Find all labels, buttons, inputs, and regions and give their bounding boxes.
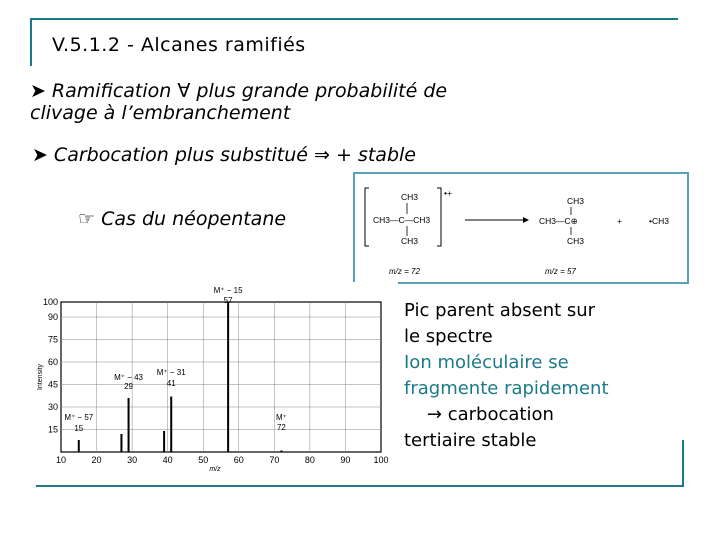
mz-right-label: m/z = 57 xyxy=(545,267,576,276)
radical-cation-charge: •+ xyxy=(444,188,452,198)
fragmentation-reaction xyxy=(353,172,689,284)
bullet-text: Carbocation plus substitué xyxy=(53,144,315,166)
y-tick-label: 45 xyxy=(47,379,58,390)
peak-annotation: M⁺ xyxy=(275,413,287,422)
bullet-neopentane xyxy=(78,208,286,230)
y-tick-label: 100 xyxy=(42,297,58,307)
x-tick-label: 90 xyxy=(340,455,351,465)
peak-mz-label: 15 xyxy=(74,424,84,433)
bullet-text: Ramification xyxy=(51,80,178,102)
reaction-arrow-head xyxy=(523,217,529,223)
x-axis-label: m/z xyxy=(209,466,221,473)
note-line: Ion moléculaire se xyxy=(404,352,569,373)
left-ch3-bottom: CH3 xyxy=(401,236,419,246)
methyl-radical: •CH3 xyxy=(649,216,669,226)
bullet-text: Cas du néopentane xyxy=(101,208,287,230)
note-line: Pic parent absent sur xyxy=(404,300,596,321)
spectrum-svg xyxy=(30,282,398,474)
forall-symbol: ∀ xyxy=(177,80,191,102)
right-ch3-top: CH3 xyxy=(567,196,585,206)
y-tick-label: 30 xyxy=(47,402,58,412)
bullet-text: plus grande probabilité de xyxy=(190,80,448,102)
left-ch3-top: CH3 xyxy=(401,192,419,202)
mass-spectrum-chart xyxy=(30,282,398,474)
x-tick-label: 60 xyxy=(233,455,244,465)
peak-mz-label: 57 xyxy=(223,296,233,305)
x-tick-label: 30 xyxy=(127,455,138,465)
arrow-symbol: → xyxy=(426,404,442,425)
arrow-bullet-icon: ➤ xyxy=(32,144,48,166)
reaction-svg xyxy=(355,174,687,282)
x-tick-label: 100 xyxy=(373,455,389,465)
right-ch3-bottom: CH3 xyxy=(567,236,585,246)
x-tick-label: 70 xyxy=(269,455,280,465)
peak-annotation: M⁺ − 31 xyxy=(156,368,186,377)
note-line: tertiaire stable xyxy=(404,430,537,451)
x-tick-label: 80 xyxy=(304,455,315,465)
bullet-ramification xyxy=(30,80,447,124)
arrow-bullet-icon: ➤ xyxy=(30,80,46,102)
peak-annotation: M⁺ − 57 xyxy=(64,413,94,422)
y-tick-label: 75 xyxy=(47,334,58,345)
bullet-text: + stable xyxy=(329,144,416,166)
peak-mz-label: 41 xyxy=(166,379,176,388)
left-formula: CH3—C—CH3 xyxy=(373,215,431,225)
frame-top-line xyxy=(30,18,678,20)
peak-annotation: M⁺ − 43 xyxy=(114,373,144,382)
bullet-text: clivage à l’embranchement xyxy=(30,102,291,124)
frame-bottom-line xyxy=(36,485,684,487)
x-tick-label: 50 xyxy=(198,455,209,465)
note-line: le spectre xyxy=(404,326,493,347)
slide-title: V.5.1.2 - Alcanes ramifiés xyxy=(52,34,306,56)
y-tick-label: 90 xyxy=(47,312,58,322)
implies-symbol: ⇒ xyxy=(314,144,330,166)
frame-left-line xyxy=(30,18,32,66)
note-line: fragmente rapidement xyxy=(404,378,609,399)
bracket-left xyxy=(365,188,369,246)
peak-mz-label: 72 xyxy=(276,423,286,432)
bullet-carbocation xyxy=(32,144,416,166)
plus-sign: + xyxy=(617,216,622,226)
frame-right-line xyxy=(682,440,684,487)
peak-mz-label: 29 xyxy=(124,382,134,391)
x-tick-label: 20 xyxy=(91,455,102,465)
y-tick-label: 15 xyxy=(47,424,58,435)
x-tick-label: 10 xyxy=(55,455,67,465)
x-tick-label: 40 xyxy=(162,455,173,465)
mz-left-label: m/z = 72 xyxy=(389,267,420,276)
bracket-right xyxy=(437,188,441,246)
right-formula: CH3—C⊕ xyxy=(539,216,578,226)
peak-annotation: M⁺ − 15 xyxy=(213,286,243,295)
pointing-hand-icon: ☞ xyxy=(78,208,96,230)
note-text: carbocation xyxy=(441,404,554,425)
y-tick-label: 60 xyxy=(47,357,58,367)
y-axis-label: Intensity xyxy=(37,363,44,391)
note-line xyxy=(404,402,674,428)
explanation-text xyxy=(404,298,674,454)
